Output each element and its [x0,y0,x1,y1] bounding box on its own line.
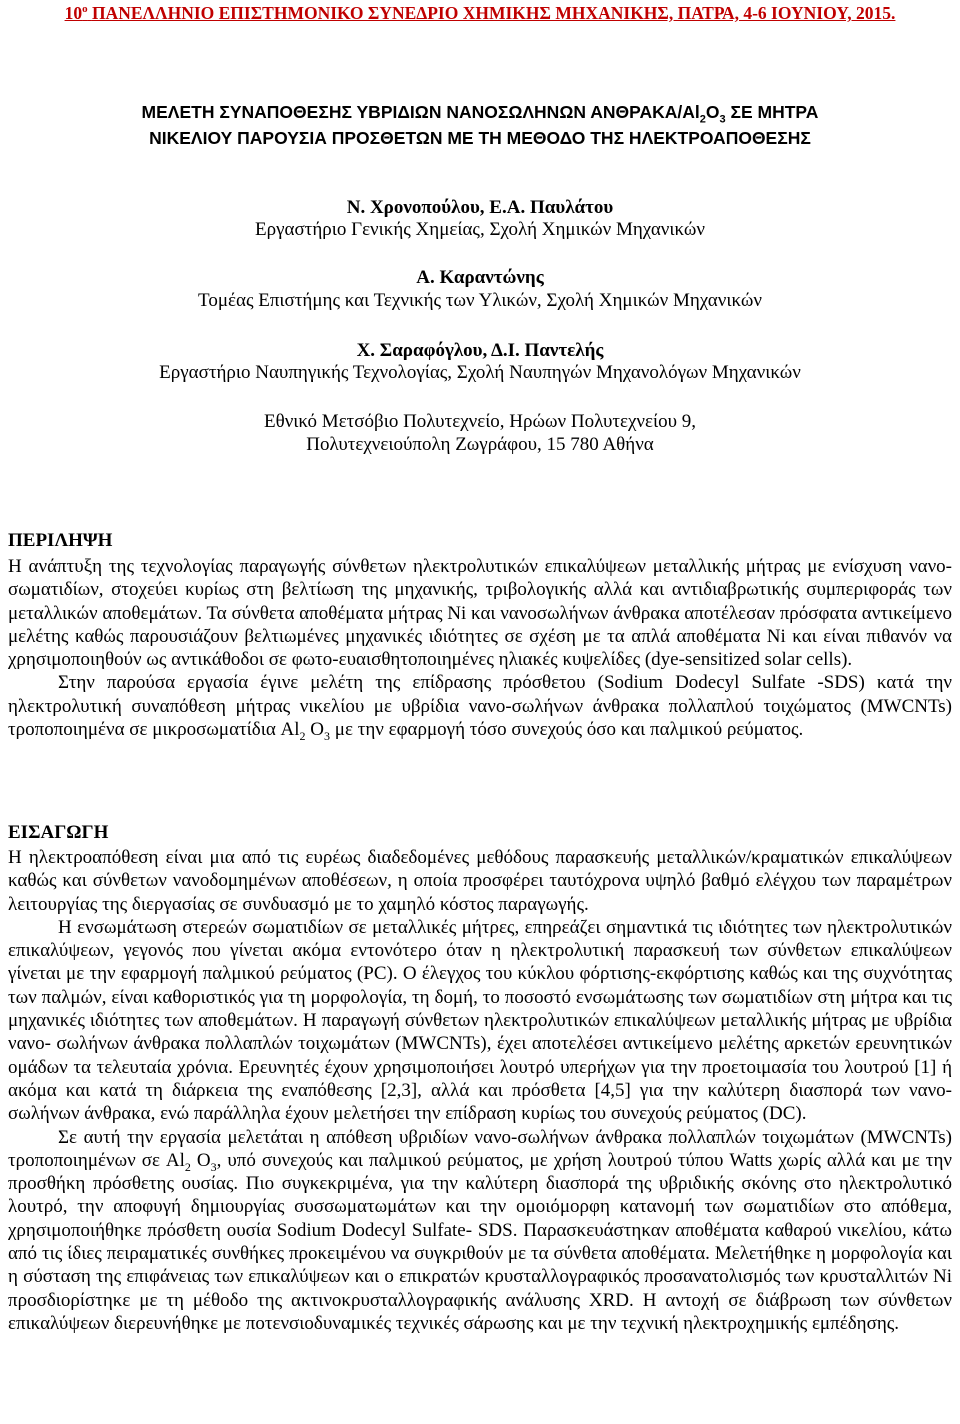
title-line-1 [0,99,960,125]
abstract-heading: ΠΕΡΙΛΗΨΗ [8,530,113,551]
author-affiliation-1: Εργαστήριο Γενικής Χημείας, Σχολή Χημικών Μηχανικών [255,219,705,240]
title-subscript: 2 [699,113,706,126]
paragraph-text: Σε αυτή την εργασία μελετάται η απόθεση υβριδίων νανο-σωλήνων άνθρακα πολλαπλών τοιχωμάτων (MWCNTs) τροποποιημένων σε Al [8,1126,952,1171]
abstract-body [8,555,952,741]
title-text: ΣΕ ΜΗΤΡΑ [725,102,819,122]
paragraph-text: O [305,719,325,741]
author-names-1: Ν. Χρονοπούλου, Ε.Α. Παυλάτου [346,197,614,218]
subscript: 2 [299,728,306,743]
conference-ordinal-number: 10 [64,3,83,23]
title-subscript: 3 [719,113,726,126]
subscript: 3 [324,728,331,743]
paragraph-text: με την εφαρμογή τόσο συνεχούς όσο και παλμικού ρεύματος. [330,719,804,741]
intro-paragraph-2: Η ενσωμάτωση στερεών σωματιδίων σε μεταλλικές μήτρες, επηρεάζει σημαντικά τις ιδιότητες των ηλεκτρολυτικών επικαλύψεων, γεγονός που γίνεται ακόμα εντονότερο όταν η ηλεκτρολυτική παρασκευή των σύνθετων επικαλύψεων γίνεται με την εφαρμογή παλμικού ρεύματος (PC). Ο έλεγχος του κύκλου φόρτισης-εκφόρτισης καθώς και της συχνότητας των παλμών, είναι καθοριστικός για τη μορφολογία, τη δομή, το ποσοστό ενσωμάτωσης των σωματιδίων στη μήτρα και τις μηχανικές ιδιότητες των αποθεμάτων. Η παραγωγή σύνθετων ηλεκτρολυτικών επικαλύψεων μεταλλικής μήτρας με υβρίδια νανο- σωλήνων άνθρακα πολλαπλών τοιχωμάτων (MWCNTs), έχει αποτελέσει αντικείμενο μελέτης αρκετών ερευνητικών ομάδων τα τελευταία χρόνια. Ερευνητές έχουν χρησιμοποιήσει λουτρό υπερήχων για την προετοιμασία του λουτρού [1] ή ακόμα και κατά τη διάρκεια της εναπόθεσης [2,3], αλλά και πρόσθετα [4,5] για την καλύτερη διασπορά των νανο- σωλήνων άνθρακα, ενώ παράλληλα έχουν μελετήσει την επίδραση κυρίως του συνεχούς ρεύματος (DC). [8,916,952,1125]
abstract-paragraph-1: Η ανάπτυξη της τεχνολογίας παραγωγής σύνθετων ηλεκτρολυτικών επικαλύψεων μεταλλικής μήτρας με ενίσχυση νανο-σωματιδίων, στοχεύει κυρίως στη βελτίωση της μηχανικής, τριβολογικής αλλά και αντιδιαβρωτικής συμπεριφοράς των μεταλλικών αποθεμάτων. Τα σύνθετα αποθέματα μήτρας Ni και νανοσωλήνων άνθρακα αποτέλεσαν πρόσφατα αντικείμενο μελέτης καθώς παρουσιάζουν βελτιωμένες μηχανικές ιδιότητες σε σχέση με τα απλά αποθέματα Ni και είναι πιθανόν να χρησιμοποιηθούν ως αντικάθοδοι σε φωτο-ευαισθητοποιημένες ηλιακές κυψελίδες (dye-sensitized solar cells). [8,556,952,671]
author-names-3: Χ. Σαραφόγλου, Δ.Ι. Παντελής [356,340,604,361]
title-text: O [705,102,720,122]
title-text: ΜΕΛΕΤΗ ΣΥΝΑΠΟΘΕΣΗΣ ΥΒΡΙΔΙΩΝ ΝΑΝΟΣΩΛΗΝΩΝ ΑΝΘΡΑΚΑ/Al [141,102,700,122]
introduction-body [8,846,952,1335]
institution-line-2: Πολυτεχνειούπολη Ζωγράφου, 15 780 Αθήνα [306,434,654,455]
intro-paragraph-1: Η ηλεκτροαπόθεση είναι μια από τις ευρέως διαδεδομένες μεθόδους παρασκευής μεταλλικών/κραματικών επικαλύψεων καθώς και σύνθετων νανοδομημένων αποθέσεων, η οποία προσφέρει ταυτόχρονα υψηλό βαθμό ελέγχου των παραμέτρων λειτουργίας της διεργασίας σε συνδυασμό με το χαμηλό κόστος παραγωγής. [8,847,952,915]
author-names-2: Α. Καραντώνης [416,267,544,288]
conference-ordinal-suffix: ο [82,3,88,16]
introduction-heading: ΕΙΣΑΓΩΓΗ [8,822,109,843]
author-affiliation-2: Τομέας Επιστήμης και Τεχνικής των Υλικών, Σχολή Χημικών Μηχανικών [198,290,762,311]
subscript: 2 [184,1159,191,1174]
paragraph-text: O [190,1149,211,1171]
paragraph-text: , υπό συνεχούς και παλμικού ρεύματος, με χρήση λουτρού τύπου Watts χωρίς αλλά και με την προσθήκη πρόσθετης ουσίας. Πιο συγκεκριμένα, για την καλύτερη διασπορά της υβριδικής σκόνης στο ηλεκτρολυτικό λουτρό, την αποφυγή δημιουργίας συσσωματωμάτων και την ομοιόμορφη κατανομή των σωματιδίων στο απόθεμα, χρησιμοποιήθηκε πρόσθετη ουσία Sodium Dodecyl Sulfate- SDS. Παρασκευάστηκαν αποθέματα καθαρού νικελίου, κάτω από τις ίδιες πειραματικές συνθήκες προκειμένου να συγκριθούν με τα σύνθετα αποθέματα. Μελετήθηκε η μορφολογία και η σύσταση της επιφάνειας των επικαλύψεων και ο επικρατών κρυσταλλογραφικός προσανατολισμός των κρυσταλλιτών Ni προσδιορίστηκε με τη μέθοδο της ακτινοκρυσταλλογραφικής ανάλυσης XRD. Η αντοχή σε διάβρωση των σύνθετων επικαλύψεων διερευνήθηκε με ποτενσιοδυναμικές τεχνικές σάρωσης και με την τεχνική ηλεκτροχημικής εμπέδησης. [8,1149,952,1334]
subscript: 3 [210,1159,217,1174]
intro-paragraph-3 [8,1126,952,1336]
conference-name: ΠΑΝΕΛΛΗΝΙΟ ΕΠΙΣΤΗΜΟΝΙΚΟ ΣΥΝΕΔΡΙΟ ΧΗΜΙΚΗΣ ΜΗΧΑΝΙΚΗΣ, ΠΑΤΡΑ, 4-6 ΙΟΥΝΙΟΥ, 2015. [91,3,896,23]
institution-line-1: Εθνικό Μετσόβιο Πολυτεχνείο, Ηρώων Πολυτεχνείου 9, [263,411,696,432]
author-affiliation-3: Εργαστήριο Ναυπηγικής Τεχνολογίας, Σχολή Ναυπηγών Μηχανολόγων Μηχανικών [159,362,801,383]
title-line-2: ΝΙΚΕΛΙΟΥ ΠΑΡΟΥΣΙΑ ΠΡΟΣΘΕΤΩΝ ΜΕ ΤΗ ΜΕΘΟΔΟ ΤΗΣ ΗΛΕΚΤΡΟΑΠΟΘΕΣΗΣ [149,128,811,148]
paper-title [0,99,960,151]
conference-header [0,2,960,24]
paragraph-text: Στην παρούσα εργασία έγινε μελέτη της επίδρασης πρόσθετου (Sodium Dodecyl Sulfate -SDS) κατά την ηλεκτρολυτική συναπόθεση μήτρας νικελίου με υβρίδια νανο-σωλήνων άνθρακα πολλαπλού τοιχώματος (MWCNTs) τροποποιημένα σε μικροσωματίδια Al [8,672,952,741]
abstract-paragraph-2 [8,671,952,741]
